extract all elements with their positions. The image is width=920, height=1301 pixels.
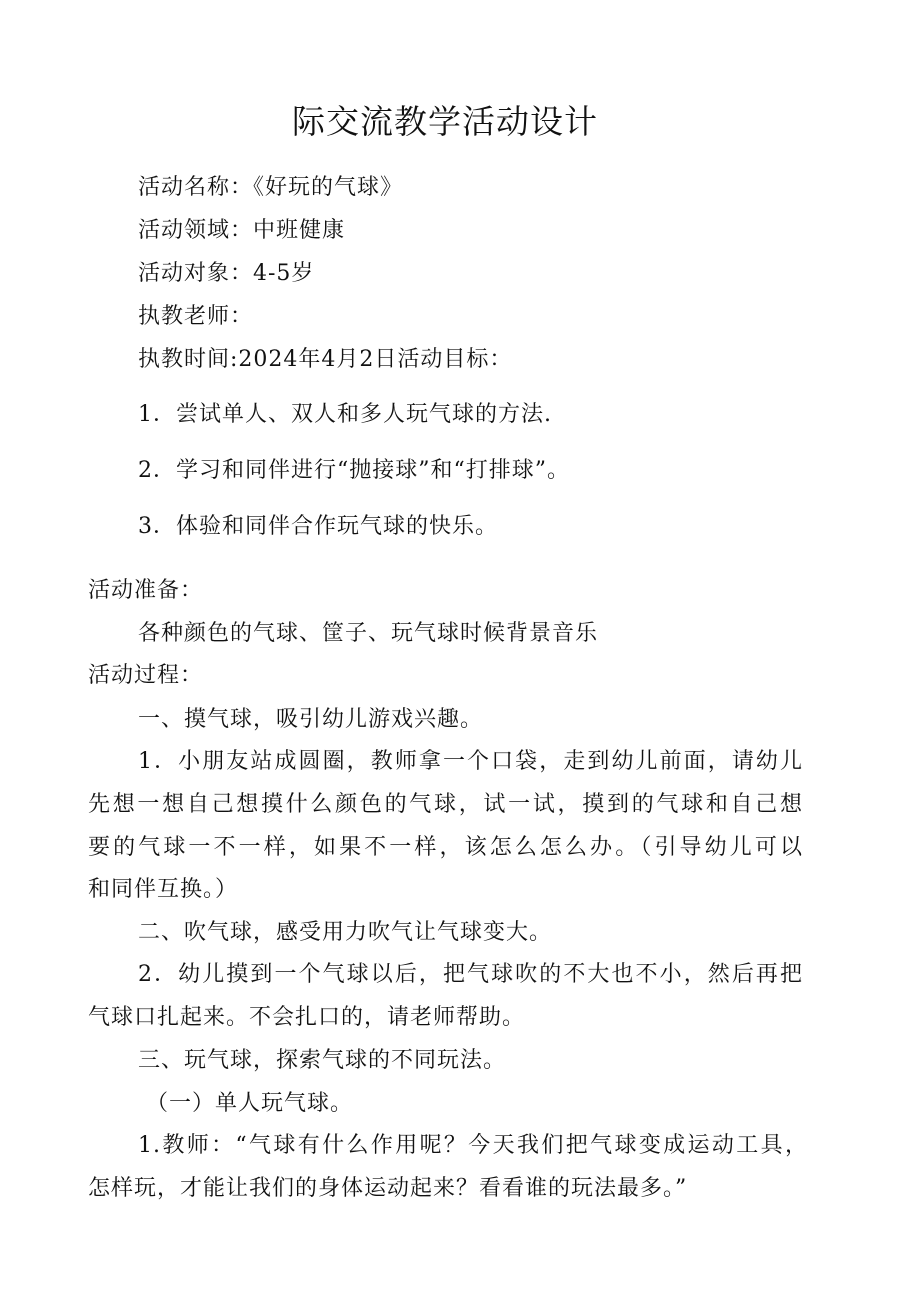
step3-subheading: （一）单人玩气球。 bbox=[146, 1091, 354, 1116]
info-activity-name: 活动名称：《好玩的气球》 bbox=[138, 175, 404, 200]
step3-heading: 三、玩气球，探索气球的不同玩法。 bbox=[138, 1048, 507, 1073]
page-title: 际交流教学活动设计 bbox=[292, 102, 598, 141]
process-heading: 活动过程： bbox=[88, 663, 204, 688]
step1-line-3: 要的气球一不一样，如果不一样，该怎么怎么办。（引导幼儿可以 bbox=[88, 835, 803, 860]
step1-line-1: 1．小朋友站成圆圈，教师拿一个口袋，走到幼儿前面，请幼儿 bbox=[138, 749, 803, 774]
goal-item-3: 3．体验和同伴合作玩气球的快乐。 bbox=[138, 514, 498, 539]
info-teacher: 执教老师： bbox=[138, 304, 254, 329]
step2-line-1: 2．幼儿摸到一个气球以后，把气球吹的不大也不小，然后再把 bbox=[138, 962, 803, 987]
step3-line-1: 1.教师：“气球有什么作用呢？今天我们把气球变成运动工具， bbox=[138, 1133, 808, 1158]
goal-item-1: 1．尝试单人、双人和多人玩气球的方法. bbox=[138, 402, 552, 427]
step2-line-2: 气球口扎起来。不会扎口的，请老师帮助。 bbox=[88, 1005, 526, 1030]
step1-heading: 一、摸气球，吸引幼儿游戏兴趣。 bbox=[138, 707, 484, 732]
info-time-and-goals: 执教时间:2024年4月2日活动目标： bbox=[138, 347, 513, 372]
step3-line-2: 怎样玩，才能让我们的身体运动起来？看看谁的玩法最多。” bbox=[88, 1176, 688, 1201]
info-activity-domain: 活动领域：中班健康 bbox=[138, 218, 346, 243]
prep-heading: 活动准备： bbox=[88, 578, 204, 603]
prep-text: 各种颜色的气球、筐子、玩气球时候背景音乐 bbox=[138, 621, 599, 646]
step1-line-4: 和同伴互换。） bbox=[88, 877, 239, 902]
info-activity-audience: 活动对象：4-5岁 bbox=[138, 261, 315, 286]
goal-item-2: 2．学习和同伴进行“抛接球”和“打排球”。 bbox=[138, 458, 570, 483]
step2-heading: 二、吹气球，感受用力吹气让气球变大。 bbox=[138, 920, 553, 945]
step1-line-2: 先想一想自己想摸什么颜色的气球，试一试，摸到的气球和自己想 bbox=[88, 792, 803, 817]
